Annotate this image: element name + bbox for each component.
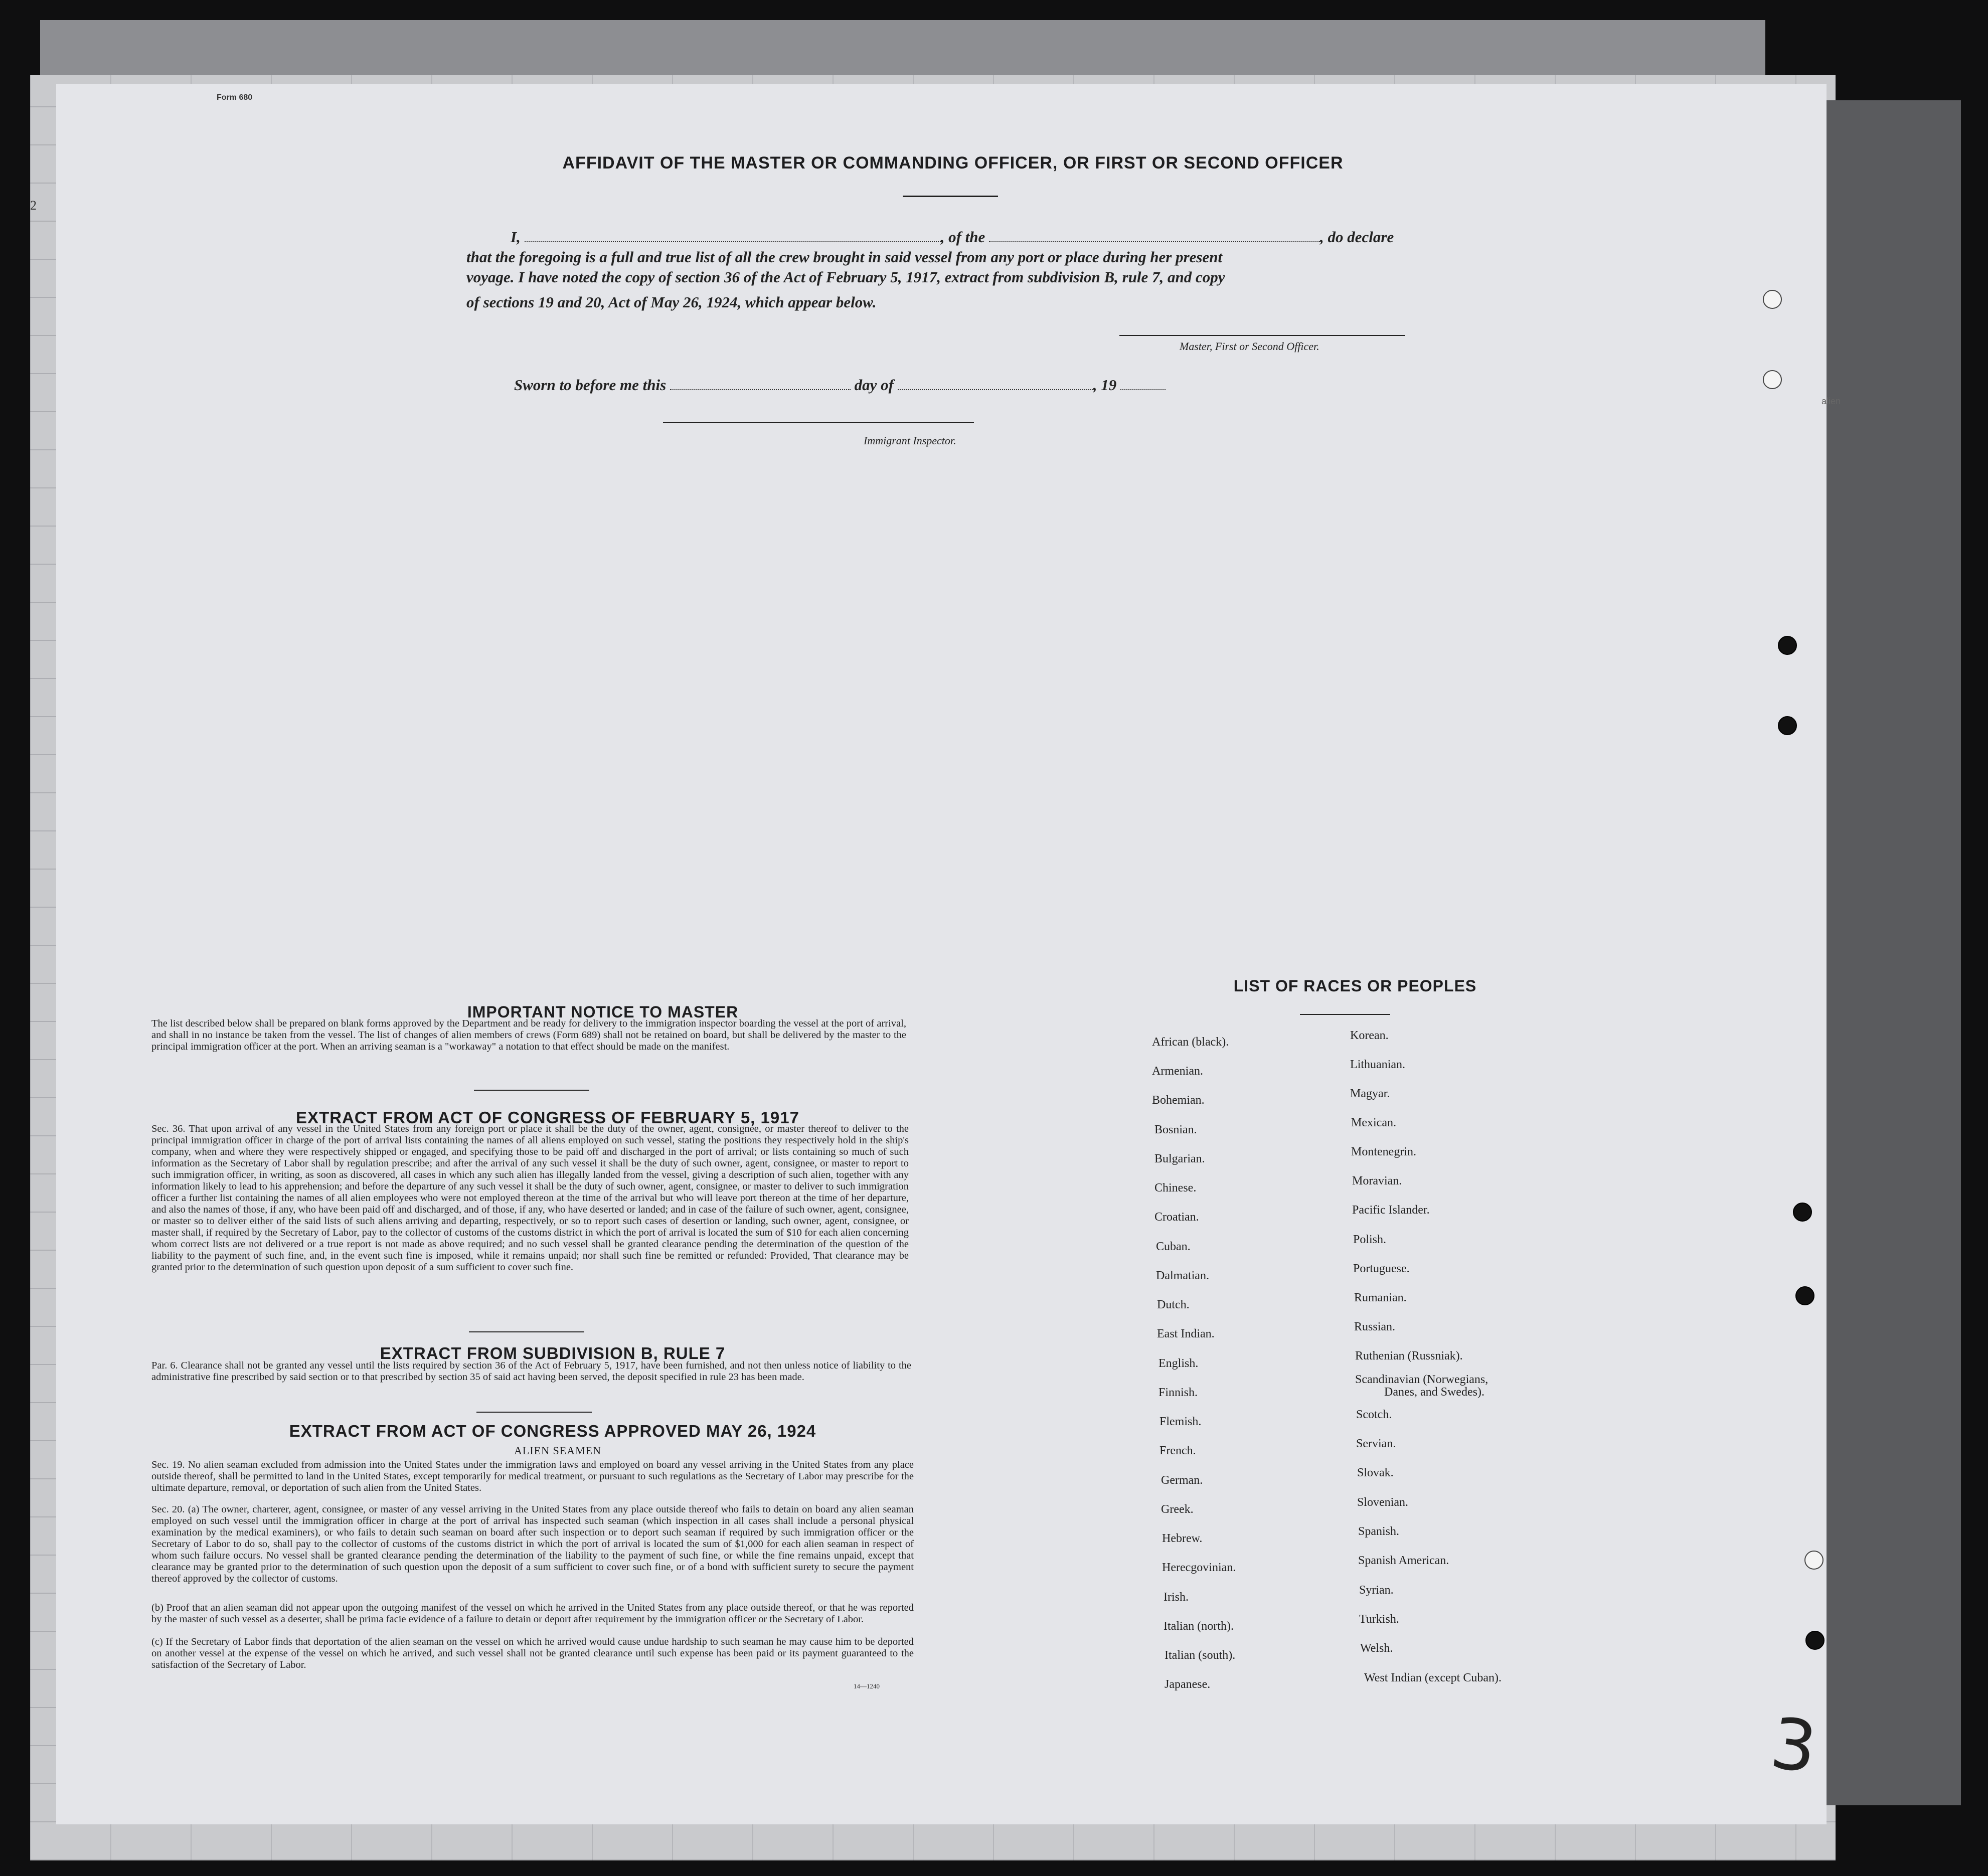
extract-1917-title: EXTRACT FROM ACT OF CONGRESS OF FEBRUARY 5, 1917 bbox=[296, 1108, 799, 1127]
race-item: Dalmatian. bbox=[1156, 1269, 1209, 1282]
race-item: Pacific Islander. bbox=[1352, 1204, 1430, 1217]
race-item: German. bbox=[1161, 1474, 1203, 1487]
affidavit-title: AFFIDAVIT OF THE MASTER OR COMMANDING OFFICER, OR FIRST OR SECOND OFFICER bbox=[562, 153, 1344, 173]
affidavit-line-3: voyage. I have noted the copy of section 36 of the Act of February 5, 1917, extract from subdivision B, rule 7, and copy bbox=[466, 268, 1225, 286]
sworn-day-blank[interactable] bbox=[670, 389, 851, 390]
vessel-blank[interactable] bbox=[989, 241, 1320, 242]
race-item: Japanese. bbox=[1165, 1678, 1211, 1691]
race-item: Bosnian. bbox=[1154, 1123, 1197, 1136]
affidavit-line-4: of sections 19 and 20, Act of May 26, 1924, which appear below. bbox=[466, 293, 877, 311]
sworn-line bbox=[514, 376, 1166, 394]
affidavit-line-2: that the foregoing is a full and true list of all the crew brought in said vessel from any port or place during her present bbox=[466, 248, 1223, 266]
race-item: Danes, and Swedes). bbox=[1384, 1386, 1484, 1399]
race-item: Bulgarian. bbox=[1154, 1152, 1205, 1165]
page-number-mark: 3 bbox=[1766, 1702, 1821, 1790]
race-item: African (black). bbox=[1152, 1036, 1229, 1049]
race-item: Spanish. bbox=[1358, 1525, 1400, 1538]
race-item: Welsh. bbox=[1360, 1642, 1393, 1655]
binder-hole bbox=[1793, 1203, 1812, 1222]
race-item: Syrian. bbox=[1359, 1584, 1394, 1597]
race-item: Hebrew. bbox=[1162, 1532, 1203, 1545]
master-signature-line[interactable] bbox=[1119, 335, 1405, 336]
race-item: Slovenian. bbox=[1357, 1496, 1408, 1509]
binder-hole bbox=[1763, 370, 1782, 389]
binder-hole bbox=[1778, 636, 1797, 655]
notice-title: IMPORTANT NOTICE TO MASTER bbox=[467, 1003, 739, 1021]
race-item: Cuban. bbox=[1156, 1240, 1191, 1253]
race-item: French. bbox=[1159, 1444, 1196, 1457]
race-item: Moravian. bbox=[1352, 1174, 1402, 1187]
race-item: Chinese. bbox=[1154, 1181, 1197, 1195]
race-item: Portuguese. bbox=[1353, 1262, 1410, 1275]
binder-hole bbox=[1804, 1551, 1824, 1570]
race-item: Mexican. bbox=[1351, 1116, 1396, 1129]
race-item: Turkish. bbox=[1359, 1613, 1399, 1626]
binder-hole bbox=[1763, 290, 1782, 309]
race-item: Scotch. bbox=[1356, 1408, 1392, 1421]
day-of-text: day of bbox=[854, 376, 894, 394]
notice-rule bbox=[474, 1090, 589, 1091]
affidavit-line-1 bbox=[511, 228, 1394, 246]
race-item: Polish. bbox=[1353, 1233, 1387, 1246]
extract-1917-body: Sec. 36. That upon arrival of any vessel in the United States from any foreign port or place it shall be the duty of the owner, agent, consignee, or master thereof to deliver to the principal immigration officer in charge of the port of arrival lists containing the names of all aliens employed on such vessel, stating the positions they respectively hold in the ship's company, when and where they were respectively shipped or engaged, and specifying those to be paid off and discharged in the port of arrival; or lists containing so much of such information as the Secretary of Labor shall by regulation prescribe; and after the arrival of any such vessel it shall be the duty of such owner, agent, consignee, or master to report to such immigration officer, in writing, as soon as discovered, all cases in which any such alien has illegally landed from the vessel, giving a description of such alien, together with any information likely to lead to his apprehension; and before the departure of any such vessel it shall be the duty of such owner, agent, consignee, or master to deliver to such immigration officer a further list containing the names of all alien employees who were not employed thereon at the time of the arrival but who will leave port thereon at the time of her departure, and also the names of those, if any, who have been paid off and discharged, and of those, if any, who have deserted or landed; and in case of the failure of such owner, agent, consignee, or master so to deliver either of the said lists of such aliens arriving and departing, respectively, or so to report such cases of desertion or landing, such owner, agent, consignee, or master shall, if required by the Secretary of Labor, pay to the collector of customs of the customs district in which the port of arrival is located the sum of $10 for each alien concerning whom correct lists are not delivered or a true report is not made as above required; and no such vessel shall be granted clearance pending the determination of the question of the liability to the payment of such fine, and, in the event such fine is imposed, while it remains unpaid; nor shall such fine be remitted or refunded: Provided, That clearance may be granted prior to the determination of such question upon deposit of a sum sufficient to cover such fine. bbox=[151, 1123, 909, 1273]
race-item: Armenian. bbox=[1152, 1065, 1203, 1078]
race-item: Finnish. bbox=[1158, 1386, 1198, 1399]
race-item: English. bbox=[1158, 1357, 1199, 1370]
race-item: Bohemian. bbox=[1152, 1094, 1205, 1107]
notice-body: The list described below shall be prepared on blank forms approved by the Department and be ready for delivery to the immigration inspector boarding the vessel at the port of arrival, and shall in no instance be taken from the vessel. The list of changes of alien members of crews (Form 689) shall not be retained on board, but shall be delivered by the master to the principal immigration officer at the port. When an arriving seaman is a "workaway" a notation to that effect should be made on the manifest. bbox=[151, 1018, 906, 1052]
binder-hole bbox=[1805, 1631, 1825, 1650]
race-item: Spanish American. bbox=[1358, 1554, 1449, 1567]
of-the-text: , of the bbox=[940, 228, 985, 246]
sworn-month-blank[interactable] bbox=[898, 389, 1093, 390]
form-number: Form 680 bbox=[217, 93, 253, 102]
dark-background-edge bbox=[1805, 100, 1961, 1805]
binder-hole bbox=[1778, 716, 1797, 735]
section-20a: Sec. 20. (a) The owner, charterer, agent, consignee, or master of any vessel arriving in the United States from any place outside thereof who fails to detain on board any alien seaman employed on such vessel until the immigration officer in charge at the port of arrival has inspected such seaman (which inspection in all cases shall include a personal physical examination by the medical examiners), or who fails to detain such seaman on board after such inspection or to deport such seaman if required by such immigration officer or the Secretary of Labor to do so, shall pay to the collector of customs of the customs district in which the port of arrival is located the sum of $1,000 for each alien seaman in respect of whom such failure occurs. No vessel shall be granted clearance pending the determination of the liability to the payment of such fine, or while the fine remains unpaid, except that clearance may be granted prior to the determination of such question upon the deposit of a sum sufficient to cover such fine, or of a bond with sufficient surety to secure the payment thereof approved by the collector of customs. bbox=[151, 1504, 914, 1584]
races-title: LIST OF RACES OR PEOPLES bbox=[1233, 977, 1477, 995]
affidavit-i: I, bbox=[511, 228, 521, 246]
extract-rule7-rule bbox=[476, 1412, 592, 1413]
race-item: Rumanian. bbox=[1354, 1291, 1407, 1304]
alien-seamen-subtitle: ALIEN SEAMEN bbox=[514, 1444, 601, 1457]
margin-number: 2 bbox=[30, 198, 37, 213]
race-item: Herecgovinian. bbox=[1162, 1561, 1236, 1574]
section-20b: (b) Proof that an alien seaman did not appear upon the outgoing manifest of the vessel on which he arrived in the United States from any place outside thereof, or that he was reported by the master of such vessel as a deserter, shall be prima facie evidence of a failure to detain or deport after requirement by the immigration officer or the Secretary of Labor. bbox=[151, 1602, 914, 1625]
section-19: Sec. 19. No alien seaman excluded from admission into the United States under the immigration laws and employed on board any vessel arriving in the United States from any place outside thereof, shall be permitted to land in the United States, except temporarily for medical treatment, or pursuant to such regulations as the Secretary of Labor may prescribe for the ultimate departure, removal, or deportation of such alien from the United States. bbox=[151, 1459, 914, 1493]
race-item: Dutch. bbox=[1157, 1298, 1190, 1311]
race-item: East Indian. bbox=[1157, 1327, 1215, 1340]
sworn-year-blank[interactable] bbox=[1120, 389, 1166, 390]
race-item: Italian (south). bbox=[1165, 1649, 1236, 1662]
race-item: Servian. bbox=[1356, 1437, 1396, 1450]
race-item: Montenegrin. bbox=[1351, 1145, 1416, 1158]
master-caption: Master, First or Second Officer. bbox=[1180, 340, 1319, 353]
race-item: Slovak. bbox=[1357, 1466, 1394, 1479]
race-item: Italian (north). bbox=[1164, 1620, 1234, 1633]
name-blank[interactable] bbox=[525, 241, 941, 242]
print-code: 14—1240 bbox=[854, 1682, 880, 1690]
inspector-caption: Immigrant Inspector. bbox=[864, 434, 956, 447]
race-item: Magyar. bbox=[1350, 1087, 1390, 1100]
binder-hole bbox=[1795, 1286, 1814, 1305]
race-item: Croatian. bbox=[1154, 1211, 1199, 1224]
race-item: Ruthenian (Russniak). bbox=[1355, 1349, 1463, 1362]
race-item: West Indian (except Cuban). bbox=[1364, 1671, 1502, 1684]
title-rule bbox=[903, 196, 998, 197]
race-item: Korean. bbox=[1350, 1029, 1389, 1042]
inspector-signature-line[interactable] bbox=[663, 422, 974, 423]
extract-rule7-body: Par. 6. Clearance shall not be granted any vessel until the lists required by section 36 of the Act of February 5, 1917, have been furnished, and not then unless notice of liability to the administrative fine prescribed by said section or to that prescribed by section 35 of said act having been served, the deposit specified in rule 23 has been made. bbox=[151, 1360, 911, 1383]
edge-text: alien bbox=[1821, 396, 1841, 406]
section-20c: (c) If the Secretary of Labor finds that deportation of the alien seaman on the vessel on which he arrived would cause undue hardship to such seaman he may cause him to be deported on another vessel at the expense of the vessel on which he arrived, and such vessel shall not be granted clearance until such expense has been paid or its payment guaranteed to the satisfaction of the Secretary of Labor. bbox=[151, 1636, 914, 1670]
sworn-text: Sworn to before me this bbox=[514, 376, 667, 394]
race-item: Irish. bbox=[1164, 1591, 1189, 1604]
race-item: Scandinavian (Norwegians, bbox=[1355, 1373, 1488, 1386]
extract-rule7-title: EXTRACT FROM SUBDIVISION B, RULE 7 bbox=[380, 1344, 726, 1362]
race-item: Greek. bbox=[1161, 1503, 1194, 1516]
year-prefix-text: , 19 bbox=[1093, 376, 1117, 394]
races-rule bbox=[1300, 1014, 1390, 1015]
extract-1917-rule bbox=[469, 1331, 584, 1332]
do-declare-text: , do declare bbox=[1320, 228, 1394, 246]
race-item: Flemish. bbox=[1159, 1415, 1202, 1428]
race-item: Lithuanian. bbox=[1350, 1058, 1405, 1071]
race-item: Russian. bbox=[1354, 1320, 1396, 1333]
extract-1924-title: EXTRACT FROM ACT OF CONGRESS APPROVED MAY 26, 1924 bbox=[289, 1422, 816, 1440]
